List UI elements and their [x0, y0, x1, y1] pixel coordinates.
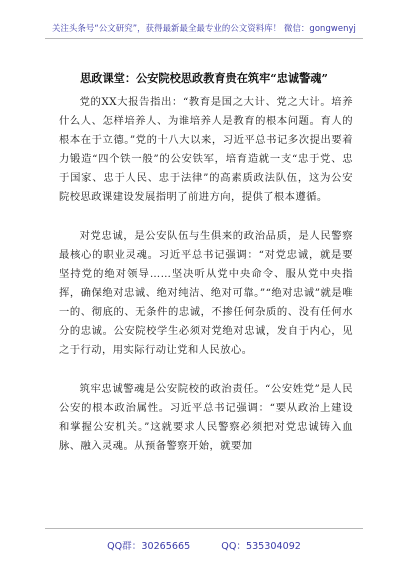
- paragraph-2: 对党忠诚，是公安队伍与生俱来的政治品质，是人民警察最核心的职业灵魂。习近平总书记强调：“对党忠诚，就是要坚持党的绝对领导……坚决听从党中央命令、服从党中央指挥，确保绝对忠诚、绝对纯洁、绝对可靠。”“绝对忠诚”就是唯一的、彻底的、无条件的忠诚，不掺任何杂质的、没有任何水分的忠诚。公安院校学生必须对党绝对忠诚，发自于内心，见之于行动，用实际行动让党和人民放心。: [59, 230, 353, 356]
- paragraph-3: 筑牢忠诚警魂是公安院校的政治责任。“公安姓党”是人民公安的根本政治属性。习近平总书记强调：“要从政治上建设和掌握公安机关。”这就要求人民警察必须把对党忠诚铸入血脉、融入灵魂。从预备警察开始，就要加: [59, 383, 353, 452]
- document-body: [59, 93, 353, 476]
- footer-divider: [45, 528, 363, 529]
- paragraph-1: 党的XX大报告指出：“教育是国之大计、党之大计。培养什么人、怎样培养人、为谁培养人是教育的根本问题。育人的根本在于立德。”党的十八大以来，习近平总书记多次提出要着力锻造“四个铁一般”的公安铁军，培育造就一支“忠于党、忠于国家、忠于人民、忠于法律”的高素质政法队伍，这为公安院校思政课建设发展指明了前进方向，提供了根本遵循。: [59, 96, 353, 203]
- footer-qq-group: QQ群：30265665: [107, 541, 191, 552]
- document-title: 思政课堂：公安院校思政教育贵在筑牢“忠诚警魂”: [80, 71, 328, 85]
- footer-qq: QQ：535304092: [221, 541, 301, 552]
- header-divider: [45, 38, 363, 39]
- footer: [0, 538, 408, 552]
- header-banner: 关注头条号“公文研究”，获得最新最全最专业的公文资料库！ 微信：gongwenyj: [52, 23, 356, 33]
